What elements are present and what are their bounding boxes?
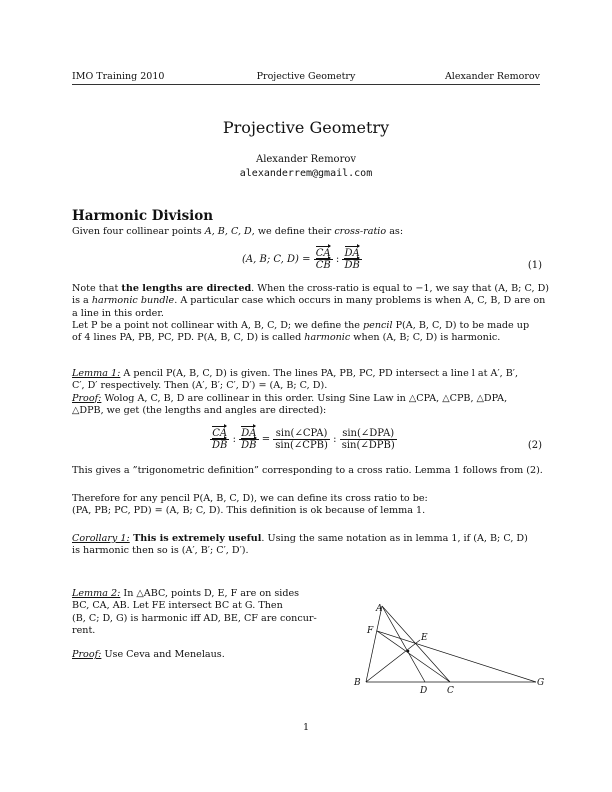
eq2-fraction-2 (239, 428, 258, 451)
cevian-cf (377, 631, 450, 682)
label-b: B (354, 678, 361, 688)
pencil-ratio-text: Therefore for any pencil P(A, B, C, D), we can define its cross ratio to be: (72, 493, 428, 504)
lemma-2-text: BC, CA, AB. Let FE intersect BC at G. Then (72, 600, 283, 612)
eq2-sine-den1: sin(∠CPB) (275, 440, 328, 451)
lemma-2-text: In △ABC, points D, E, F are on sides (120, 588, 300, 599)
header-left: IMO Training 2010 (72, 71, 165, 82)
corollary-text: . Using the same notation as in lemma 1, if (A, B; C, D) (261, 533, 528, 544)
lemma-1-text: A pencil P(A, B, C, D) is given. The lines PA, PB, PC, PD intersect a line l at A′, B′, (120, 368, 519, 379)
eq1-den1: CB (315, 260, 331, 271)
eq2-sine-fraction-2 (340, 428, 397, 451)
trig-definition-paragraph (72, 465, 542, 477)
eq2-num2: DA (241, 428, 257, 439)
note-text: P(A, B, C, D) to be made up (392, 319, 530, 331)
directed-lengths-emphasis: the lengths are directed (121, 283, 252, 294)
harmonic-division-figure (350, 596, 550, 700)
corollary-text: is harmonic then so is (A′, B′; C′, D′). (72, 545, 249, 557)
intro-text: Given four collinear points (72, 226, 205, 237)
note-paragraph (72, 283, 549, 344)
eq2-sep: : (333, 434, 340, 445)
header-center: Projective Geometry (256, 71, 356, 82)
harmonic-term: harmonic (304, 332, 351, 344)
eq1-label: (1) (527, 260, 542, 271)
intro-math: A, B, C, D (204, 226, 252, 237)
cevian-be (366, 640, 420, 682)
eq2-equals: = (261, 434, 274, 445)
side-ab (366, 606, 382, 682)
header-right: Alexander Remorov (444, 71, 540, 82)
running-header (72, 70, 540, 85)
note-text: . A particular case which occurs in many problems is when A, C, B, D are on (174, 295, 546, 307)
proof-text: △DPB, we get (the lengths and angles are directed): (72, 404, 327, 416)
label-d: D (420, 686, 428, 696)
label-c: C (447, 686, 454, 696)
lemma-2-text: (B, C; D, G) is harmonic iff AD, BE, CF are concur- (72, 612, 317, 624)
proof-label: Proof: (72, 392, 102, 404)
note-text: a line in this order. (72, 307, 164, 319)
pencil-term: pencil (363, 319, 393, 331)
note-text: Let P be a point not collinear with A, B, C, D; we define the (72, 319, 364, 331)
label-a: A (376, 604, 383, 614)
eq1-sep: : (335, 254, 343, 265)
eq1-fraction-2 (342, 248, 361, 271)
lemma-1-text: C′, D′ respectively. Then (A′, B′; C′, D′) = (A, B; C, D). (72, 380, 328, 392)
cross-ratio-term: cross-ratio (334, 226, 387, 237)
eq2-sine-num1: sin(∠CPA) (273, 428, 330, 440)
eq2-sep: : (232, 434, 240, 445)
lemma-2-text: rent. (72, 624, 96, 636)
corollary-emphasis: This is extremely useful (129, 533, 262, 544)
author-name: Alexander Remorov (255, 154, 357, 165)
trig-definition-text: This gives a ”trigonometric definition” corresponding to a cross ratio. Lemma 1 follows from (2). (72, 465, 543, 476)
eq2-sine-fraction-1 (273, 428, 330, 451)
eq1-num1: CA (315, 248, 331, 259)
concurrency-point (407, 650, 410, 653)
pencil-ratio-paragraph (72, 493, 542, 518)
corollary-label: Corollary 1: (72, 533, 130, 544)
lemma-1-paragraph (72, 368, 542, 417)
eq1-fraction-1 (314, 248, 333, 271)
eq1-num2: DA (344, 248, 360, 259)
eq2-num1: CA (212, 428, 228, 439)
eq1-lhs: (A, B; C, D) = (242, 254, 314, 265)
intro-text-mid: , we define their (251, 226, 335, 237)
proof-text: Wolog A, C, B, D are collinear in this order. Using Sine Law in △CPA, △CPB, △DPA, (101, 392, 508, 404)
eq2-sine-num2: sin(∠DPA) (340, 428, 397, 440)
eq1-den2: DB (344, 260, 360, 271)
label-g: G (537, 678, 545, 688)
note-text: is a (72, 295, 92, 307)
eq2-sine-den2: sin(∠DPB) (341, 440, 395, 451)
proof-text: Use Ceva and Menelaus. (101, 649, 225, 661)
harmonic-bundle-term: harmonic bundle (91, 295, 175, 307)
label-e: E (421, 633, 428, 643)
eq2-den2: DB (241, 440, 257, 451)
lemma-1-label: Lemma 1: (72, 368, 121, 379)
eq2-label: (2) (527, 440, 542, 451)
label-f: F (367, 626, 374, 636)
page-number: 1 (302, 722, 310, 733)
eq2-fraction-1 (210, 428, 229, 451)
pencil-ratio-text: (PA, PB; PC, PD) = (A, B; C, D). This definition is ok because of lemma 1. (72, 505, 426, 517)
lemma-2-paragraph (72, 588, 344, 661)
note-text: of 4 lines PA, PB, PC, PD. P(A, B, C, D) is called (72, 332, 305, 344)
author-email: alexanderrem@gmail.com (239, 168, 373, 179)
intro-text-end: as: (386, 226, 404, 237)
paper-title: Projective Geometry (222, 118, 390, 137)
eq2-den1: DB (212, 440, 228, 451)
corollary-paragraph (72, 533, 542, 558)
intro-paragraph (72, 226, 542, 238)
note-text: Note that (72, 283, 122, 294)
note-text: when (A, B; C, D) is harmonic. (350, 332, 501, 344)
section-heading: Harmonic Division (72, 208, 214, 224)
note-text: . When the cross-ratio is equal to −1, we say that (A, B; C, D) (251, 283, 549, 294)
proof-label: Proof: (72, 649, 102, 661)
lemma-2-label: Lemma 2: (72, 588, 121, 599)
side-ac (382, 606, 450, 682)
